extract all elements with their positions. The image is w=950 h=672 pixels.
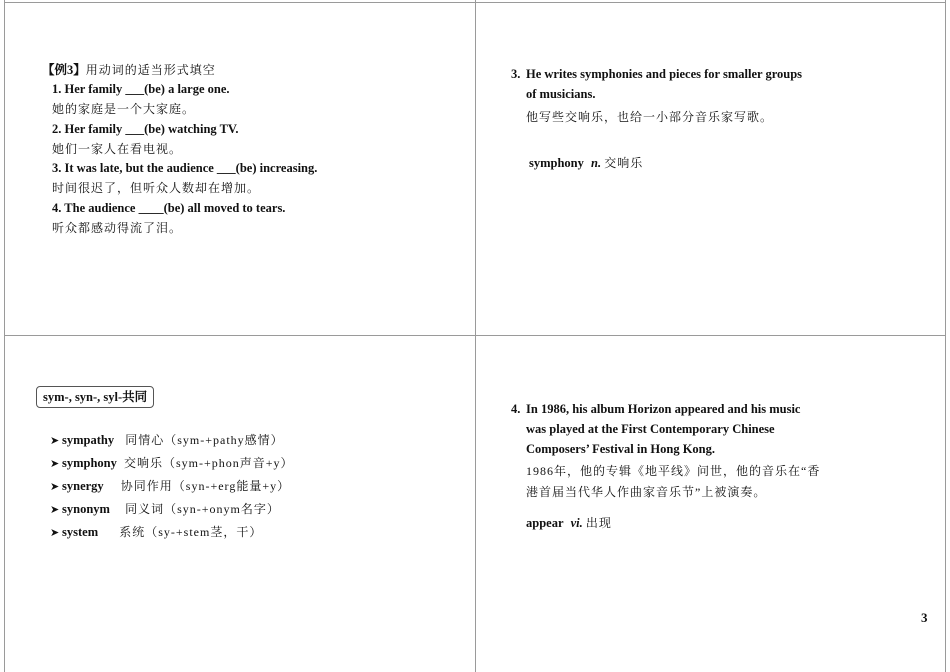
list-item-word: synonym bbox=[62, 502, 110, 516]
slide-bottom-left bbox=[0, 336, 475, 672]
vocab-entry-appear bbox=[526, 515, 612, 531]
sentence-3-translation: 他写些交响乐，也给一小部分音乐家写歌。 bbox=[526, 110, 774, 124]
sentence-4-line-2: was played at the First Contemporary Chinese bbox=[526, 422, 775, 436]
exercise-label: 【例3】 bbox=[42, 63, 86, 77]
list-item bbox=[50, 478, 290, 495]
vocab-meaning: 交响乐 bbox=[604, 156, 644, 170]
exercise-item-3-translation: 时间很迟了，但听众人数却在增加。 bbox=[52, 181, 261, 195]
bullet-arrow-icon: ➤ bbox=[50, 527, 60, 539]
slide-top-left bbox=[0, 0, 475, 335]
divider-vertical-right bbox=[945, 0, 946, 672]
list-item-word: sympathy bbox=[62, 433, 115, 447]
list-item-word: system bbox=[62, 525, 99, 539]
list-item bbox=[50, 455, 294, 472]
vocab-word: appear bbox=[526, 516, 564, 530]
slide-bottom-right bbox=[475, 336, 945, 672]
list-item-word: synergy bbox=[62, 479, 104, 493]
sentence-4-translation-line-2: 港首届当代华人作曲家音乐节”上被演奏。 bbox=[526, 485, 767, 499]
exercise-item-1: 1. Her family ___(be) a large one. bbox=[52, 82, 230, 96]
list-item bbox=[50, 432, 284, 449]
sentence-4-line-1: In 1986, his album Horizon appeared and his music bbox=[526, 402, 801, 416]
list-item-definition: 协同作用（syn-+erg能量+y） bbox=[120, 479, 291, 493]
slide-top-right bbox=[475, 0, 945, 335]
sentence-3-line-1: He writes symphonies and pieces for smaller groups bbox=[526, 67, 803, 81]
list-item-definition: 交响乐（sym-+phon声音+y） bbox=[124, 456, 294, 470]
exercise-item-2-translation: 她们一家人在看电视。 bbox=[52, 142, 183, 156]
bullet-arrow-icon: ➤ bbox=[50, 481, 60, 493]
bullet-arrow-icon: ➤ bbox=[50, 504, 60, 516]
exercise-item-4-translation: 听众都感动得流了泪。 bbox=[52, 221, 183, 235]
exercise-item-4: 4. The audience ____(be) all moved to tears. bbox=[52, 201, 286, 215]
list-item-definition: 同义词（syn-+onym名字） bbox=[125, 502, 280, 516]
page-number: 3 bbox=[921, 610, 928, 625]
vocab-part-of-speech: n. bbox=[591, 156, 602, 170]
vocab-word: symphony bbox=[529, 156, 584, 170]
sentence-4-translation-line-1: 1986年，他的专辑《地平线》问世，他的音乐在“香 bbox=[526, 464, 821, 478]
list-item bbox=[50, 524, 262, 541]
vocab-entry-symphony bbox=[529, 155, 643, 171]
exercise-item-3: 3. It was late, but the audience ___(be) increasing. bbox=[52, 161, 318, 175]
list-item bbox=[50, 501, 280, 518]
exercise-item-2: 2. Her family ___(be) watching TV. bbox=[52, 122, 239, 136]
bullet-arrow-icon: ➤ bbox=[50, 435, 60, 447]
exercise-item-1-translation: 她的家庭是一个大家庭。 bbox=[52, 102, 196, 116]
sentence-3-number: 3. bbox=[511, 67, 521, 81]
list-item-definition: 同情心（sym-+pathy感情） bbox=[125, 433, 284, 447]
prefix-box: sym-, syn-, syl-共同 bbox=[36, 386, 154, 408]
sentence-4-number: 4. bbox=[511, 402, 521, 416]
sentence-4-line-3: Composers’ Festival in Hong Kong. bbox=[526, 442, 716, 456]
sentence-3-line-2: of musicians. bbox=[526, 87, 596, 101]
list-item-definition: 系统（sy-+stem茎，干） bbox=[119, 525, 263, 539]
vocab-part-of-speech: vi. bbox=[570, 516, 583, 530]
exercise-heading bbox=[42, 62, 216, 78]
vocab-meaning: 出现 bbox=[585, 516, 612, 530]
bullet-arrow-icon: ➤ bbox=[50, 458, 60, 470]
list-item-word: symphony bbox=[62, 456, 117, 470]
exercise-instruction: 用动词的适当形式填空 bbox=[85, 63, 216, 77]
